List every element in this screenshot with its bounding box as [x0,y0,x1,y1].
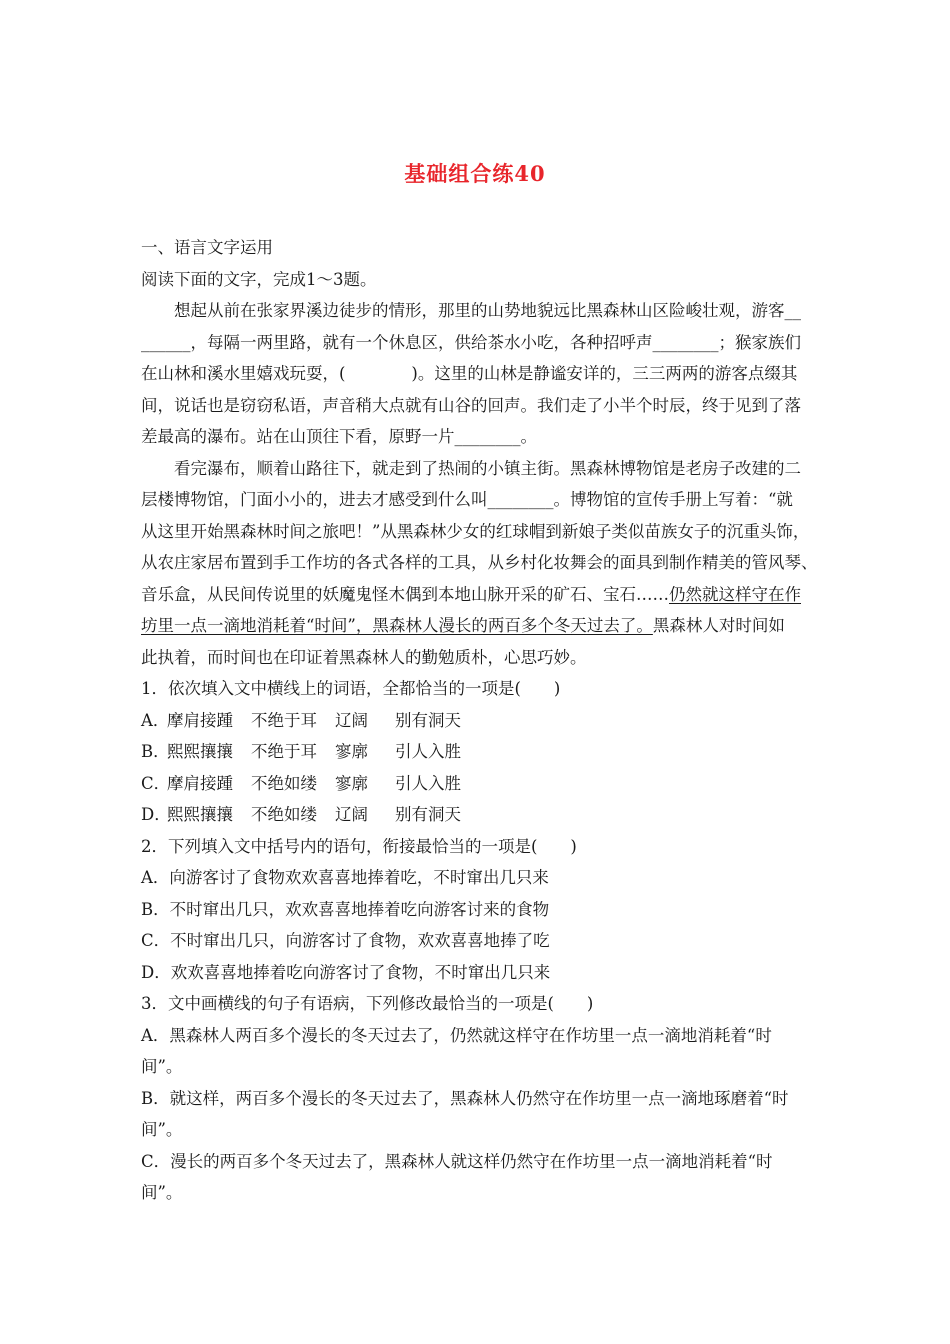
option-word: 不绝如缕 [251,805,317,824]
option-c[interactable]: C．不时窜出几只，向游客讨了食物，欢欢喜喜地捧了吃 [141,931,550,950]
option-c[interactable] [141,1146,813,1209]
option-label: B． [141,742,170,761]
question-stem: 3．文中画横线的句子有语病，下列修改最恰当的一项是( ) [141,994,594,1013]
option-word: 引人入胜 [395,742,461,761]
passage-line: 看完瀑布，顺着山路往下，就走到了热闹的小镇主街。黑森林博物馆是老房子改建的二 [174,458,801,478]
question-3 [141,988,813,1209]
reading-instruction: 阅读下面的文字，完成1～3题。 [141,269,377,289]
passage-line: 间，说话也是窃窃私语，声音稍大点就有山谷的回声。我们走了小半个时辰，终于见到了落 [141,395,801,415]
option-word: 熙熙攘攘 [167,805,233,824]
passage-text: 音乐盒，从民间传说里的妖魔鬼怪木偶到本地山脉开采的矿石、宝石…… [141,584,669,604]
question-stem: 1．依次填入文中横线上的词语，全都恰当的一项是( ) [141,679,561,698]
section-heading: 一、语言文字运用 [141,238,273,257]
passage-text: 黑森林人对时间如 [652,616,785,635]
option-b[interactable]: B．不时窜出几只，欢欢喜喜地捧着吃向游客讨来的食物 [141,899,550,919]
option-a[interactable]: A．向游客讨了食物欢欢喜喜地捧着吃，不时窜出几只来 [141,868,549,887]
option-word: 辽阔 [335,710,368,730]
option-text: 间”。 [141,1120,183,1139]
option-text: A．黑森林人两百多个漫长的冬天过去了，仍然就这样守在作坊里一点一滴地消耗着“时 [141,1025,772,1045]
option-c[interactable] [141,768,813,800]
option-word: 寥廓 [335,773,368,793]
passage-line: 从这里开始黑森林时间之旅吧！”从黑森林少女的红球帽到新娘子类似苗族女子的沉重头饰， [141,521,810,541]
option-word: 不绝于耳 [251,710,317,730]
passage-line: 此执着，而时间也在印证着黑森林人的勤勉质朴，心思巧妙。 [141,647,587,667]
page-title: 基础组合练40 [404,161,546,186]
option-word: 引人入胜 [395,773,461,793]
option-label: D． [141,805,171,824]
option-word: 寥廓 [335,742,368,761]
passage-paragraph-2 [141,453,818,674]
option-word: 摩肩接踵 [167,773,233,793]
option-d[interactable] [141,799,813,831]
option-text: C．漫长的两百多个冬天过去了，黑森林人就这样仍然守在作坊里一点一滴地消耗着“时 [141,1151,773,1171]
option-d[interactable]: D．欢欢喜喜地捧着吃向游客讨了食物，不时窜出几只来 [141,962,551,982]
question-1 [141,673,813,831]
option-a[interactable] [141,705,813,737]
passage-line: 差最高的瀑布。站在山顶往下看，原野一片________。 [141,427,537,446]
passage-line [141,610,813,642]
option-text: 间”。 [141,1183,183,1202]
passage-paragraph-1 [141,295,813,453]
option-word: 熙熙攘攘 [167,742,233,761]
passage-line: 层楼博物馆，门面小小的，进去才感受到什么叫________。博物馆的宣传手册上写着：“就 [141,490,793,509]
option-b[interactable] [141,1083,813,1146]
option-word: 辽阔 [335,805,368,824]
question-stem: 2．下列填入文中括号内的语句，衔接最恰当的一项是( ) [141,836,577,856]
option-a[interactable] [141,1020,813,1083]
passage-line: 在山林和溪水里嬉戏玩耍，( )。这里的山林是静谧安详的，三三两两的游客点缀其 [141,364,798,383]
question-2 [141,831,813,989]
underlined-sentence: 仍然就这样守在作 [669,584,801,604]
option-b[interactable] [141,736,813,768]
underlined-sentence: 坊里一点一滴地消耗着“时间”，黑森林人漫长的两百多个冬天过去了。 [141,616,653,635]
option-label: C． [141,773,171,793]
option-label: A． [141,710,170,730]
option-text: B．就这样，两百多个漫长的冬天过去了，黑森林人仍然守在作坊里一点一滴地琢磨着“时 [141,1088,789,1108]
option-word: 别有洞天 [395,710,461,730]
passage-line: 从农庄家居布置到手工作坊的各式各样的工具，从乡村化妆舞会的面具到制作精美的管风琴、 [141,553,818,572]
option-word: 别有洞天 [395,805,461,824]
passage-line [141,579,813,611]
option-word: 不绝于耳 [251,742,317,761]
option-text: 间”。 [141,1057,183,1076]
document-body [141,232,818,1209]
passage-line: ______，每隔一两里路，就有一个休息区，供给茶水小吃，各种招呼声________；猴家族们 [141,332,801,352]
passage-line: 想起从前在张家界溪边徒步的情形，那里的山势地貌远比黑森林山区险峻壮观，游客__ [174,301,801,320]
option-word: 不绝如缕 [251,773,317,793]
option-word: 摩肩接踵 [167,710,233,730]
